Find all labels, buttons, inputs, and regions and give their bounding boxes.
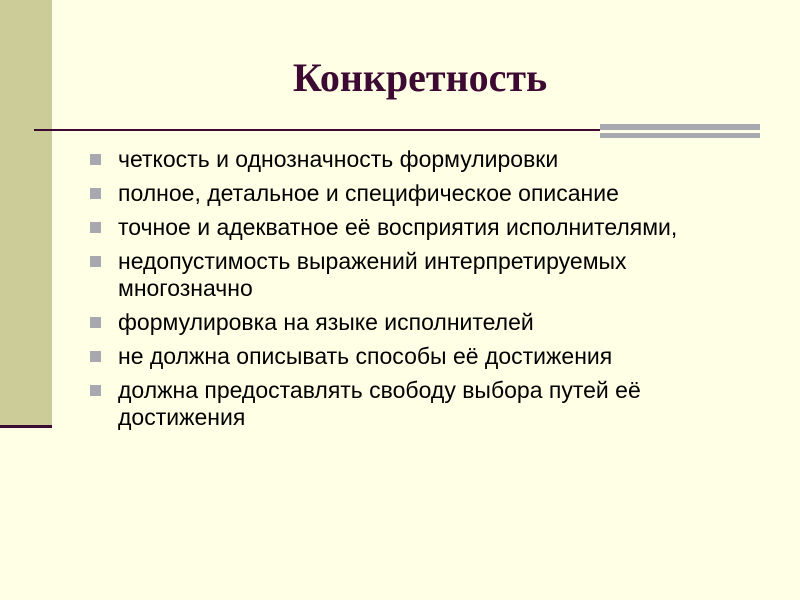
left-bar-underline (0, 425, 52, 428)
bullet-item (88, 343, 748, 370)
bullet-item (88, 146, 748, 173)
bullet-text: полное, детальное и специфическое описание (118, 180, 619, 206)
bullet-item (88, 248, 748, 302)
bullet-text: не должна описывать способы её достижения (118, 343, 613, 369)
square-bullet-icon (90, 317, 101, 328)
title-divider (34, 129, 600, 131)
bullet-text: точное и адекватное её восприятия исполнителями, (118, 214, 678, 240)
square-bullet-icon (90, 222, 101, 233)
square-bullet-icon (90, 385, 101, 396)
bullet-text: недопустимость выражений интерпретируемых многозначно (118, 248, 627, 301)
square-bullet-icon (90, 154, 101, 165)
bullet-text: формулировка на языке исполнителей (118, 309, 534, 335)
square-bullet-icon (90, 256, 101, 267)
slide-title: Конкретность (292, 55, 548, 100)
bullet-item (88, 309, 748, 336)
bullet-item (88, 180, 748, 207)
bullet-text: четкость и однозначность формулировки (118, 146, 559, 172)
bullet-item (88, 377, 748, 431)
left-decorative-bar (0, 0, 52, 425)
square-bullet-icon (90, 351, 101, 362)
divider-accent (600, 124, 760, 138)
square-bullet-icon (90, 188, 101, 199)
bullet-item (88, 214, 748, 241)
bullet-text: должна предоставлять свободу выбора путей её достижения (118, 377, 641, 430)
bullet-list (88, 146, 748, 438)
